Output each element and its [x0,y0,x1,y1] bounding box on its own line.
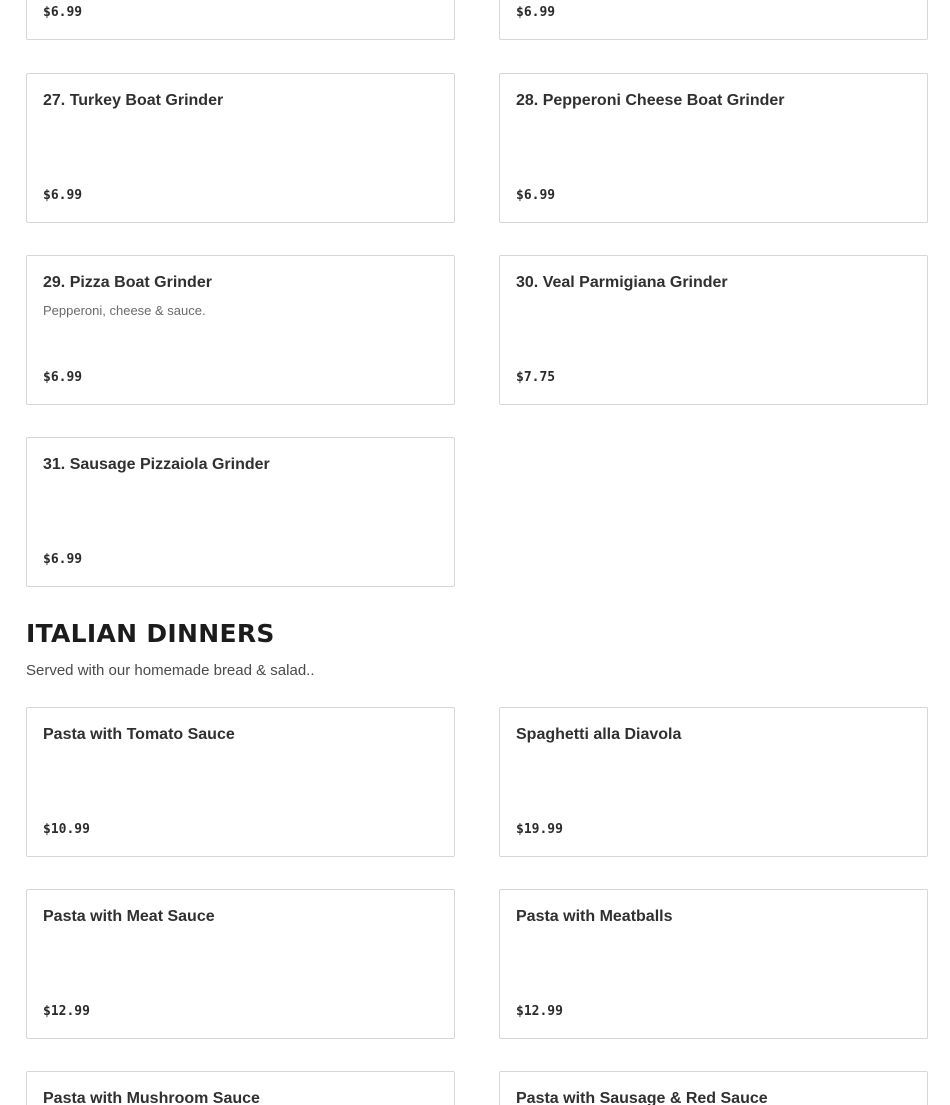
menu-item-price: $6.99 [516,188,556,203]
menu-item-card[interactable] [26,437,455,587]
menu-item-price: $6.99 [43,552,83,567]
menu-item-price: $6.99 [43,188,83,203]
menu-item-card[interactable] [26,255,455,405]
menu-item-name: 31. Sausage Pizzaiola Grinder [43,456,270,473]
menu-item-card[interactable] [26,1071,455,1105]
section-subtitle: Served with our homemade bread & salad.. [26,662,315,679]
menu-item-card[interactable] [26,889,455,1039]
menu-item-price: $6.99 [516,5,556,20]
menu-item-card[interactable] [499,73,928,223]
menu-item-name: Pasta with Mushroom Sauce [43,1090,260,1105]
menu-item-name: 27. Turkey Boat Grinder [43,92,224,109]
menu-item-price: $10.99 [43,822,90,837]
menu-item-card[interactable] [26,73,455,223]
menu-item-name: 28. Pepperoni Cheese Boat Grinder [516,92,785,109]
menu-item-card[interactable] [499,255,928,405]
menu-item-name: Pasta with Meatballs [516,908,673,925]
menu-item-card[interactable] [499,1071,928,1105]
menu-item-name: Spaghetti alla Diavola [516,726,682,743]
menu-item-price: $6.99 [43,5,83,20]
menu-item-price: $12.99 [516,1004,563,1019]
menu-item-card[interactable] [26,0,455,40]
menu-item-name: 30. Veal Parmigiana Grinder [516,274,728,291]
menu-item-card[interactable] [499,707,928,857]
menu-item-name: 29. Pizza Boat Grinder [43,274,212,291]
menu-item-description: Pepperoni, cheese & sauce. [43,303,206,318]
menu-item-card[interactable] [499,889,928,1039]
menu-item-name: Pasta with Meat Sauce [43,908,215,925]
menu-item-price: $6.99 [43,370,83,385]
section-title: ITALIAN DINNERS [26,619,275,648]
menu-item-name: Pasta with Tomato Sauce [43,726,235,743]
menu-item-price: $12.99 [43,1004,90,1019]
menu-item-price: $19.99 [516,822,563,837]
menu-item-card[interactable] [26,707,455,857]
menu-item-name: Pasta with Sausage & Red Sauce [516,1090,768,1105]
menu-item-card[interactable] [499,0,928,40]
menu-item-price: $7.75 [516,370,556,385]
